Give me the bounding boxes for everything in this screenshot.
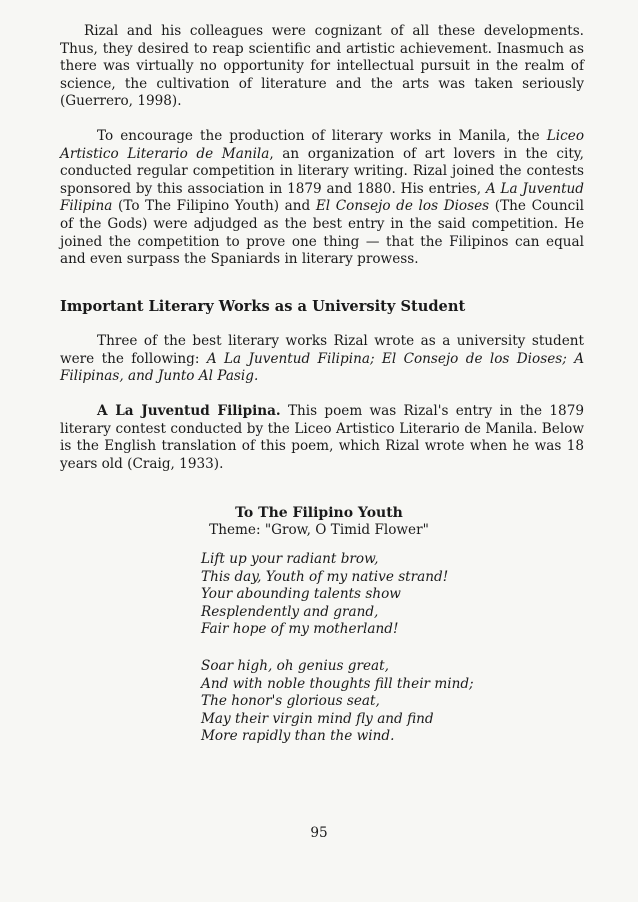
poem-line: May their virgin mind fly and find bbox=[201, 710, 434, 727]
paragraph-liceo bbox=[60, 128, 584, 269]
poem-theme: Theme: "Grow, O Timid Flower" bbox=[209, 522, 429, 538]
liceo-name: Liceo Artistico Literario de Manila bbox=[60, 128, 584, 162]
poem-line: This day, Youth of my native strand! bbox=[201, 568, 449, 585]
liceo-text-1: To encourage the production of literary works in Manila, the bbox=[97, 128, 540, 144]
poem-line: Soar high, oh genius great, bbox=[201, 658, 389, 674]
paragraph-works bbox=[60, 333, 584, 386]
paragraph-intro: Rizal and his colleagues were cognizant of all these developments. Thus, they desired to reap scientific and artistic achievement. Inasmuch as there was virtually no opportunity for intellectual pursuit in the realm of science, the cultivation of literature and the arts was taken seriously (Guerrero, 1998). bbox=[60, 23, 584, 110]
poem-stanza-1 bbox=[201, 551, 448, 639]
works-titles: A La Juventud Filipina; El Consejo de los Dioses; A Filipinas, and Junto Al Pasig. bbox=[60, 350, 585, 385]
consejo-title: El Consejo de los Dioses bbox=[315, 198, 490, 215]
poem-title: To The Filipino Youth bbox=[235, 505, 403, 521]
juventud-text: This poem was Rizal's entry in the 1879 literary contest conducted by the Liceo Artistico Literario de Manila. Below is the English translation of this poem, which Rizal wrote when he was 18 years old (Craig, 1933). bbox=[60, 403, 584, 472]
liceo-text-4: (The Council of the Gods) were adjudged as the best entry in the said competition. He joined the competition to prove one thing — that the Filipinos can equal and even surpass the Spaniards in literary prowess. bbox=[60, 198, 584, 268]
poem-line: Fair hope of my motherland! bbox=[201, 621, 399, 638]
poem-line: The honor's glorious seat, bbox=[201, 693, 380, 710]
juventud-run-title: A La Juventud Filipina. bbox=[97, 403, 281, 419]
poem-line: Lift up your radiant brow, bbox=[201, 551, 379, 567]
section-heading: Important Literary Works as a University Student bbox=[60, 298, 466, 315]
works-lead: Three of the best literary works Rizal wrote as a university student were the following: bbox=[60, 333, 584, 367]
poem-line: Your abounding talents show bbox=[201, 586, 401, 603]
liceo-text-2: , an organization of art lovers in the city, conducted regular competition in literary writing. Rizal joined the contests sponsored by this association in 1879 and 1880. His entries, bbox=[60, 145, 584, 197]
poem-line: Resplendently and grand, bbox=[201, 603, 379, 620]
poem-stanza-2 bbox=[201, 658, 474, 746]
page-number: 95 bbox=[310, 825, 328, 841]
liceo-text-3: (To The Filipino Youth) and bbox=[118, 198, 311, 215]
poem-line: More rapidly than the wind. bbox=[201, 728, 395, 745]
poem-line: And with noble thoughts fill their mind; bbox=[201, 675, 474, 692]
juventud-title: A La Juventud Filipina bbox=[60, 180, 584, 215]
paragraph-juventud bbox=[60, 403, 584, 473]
